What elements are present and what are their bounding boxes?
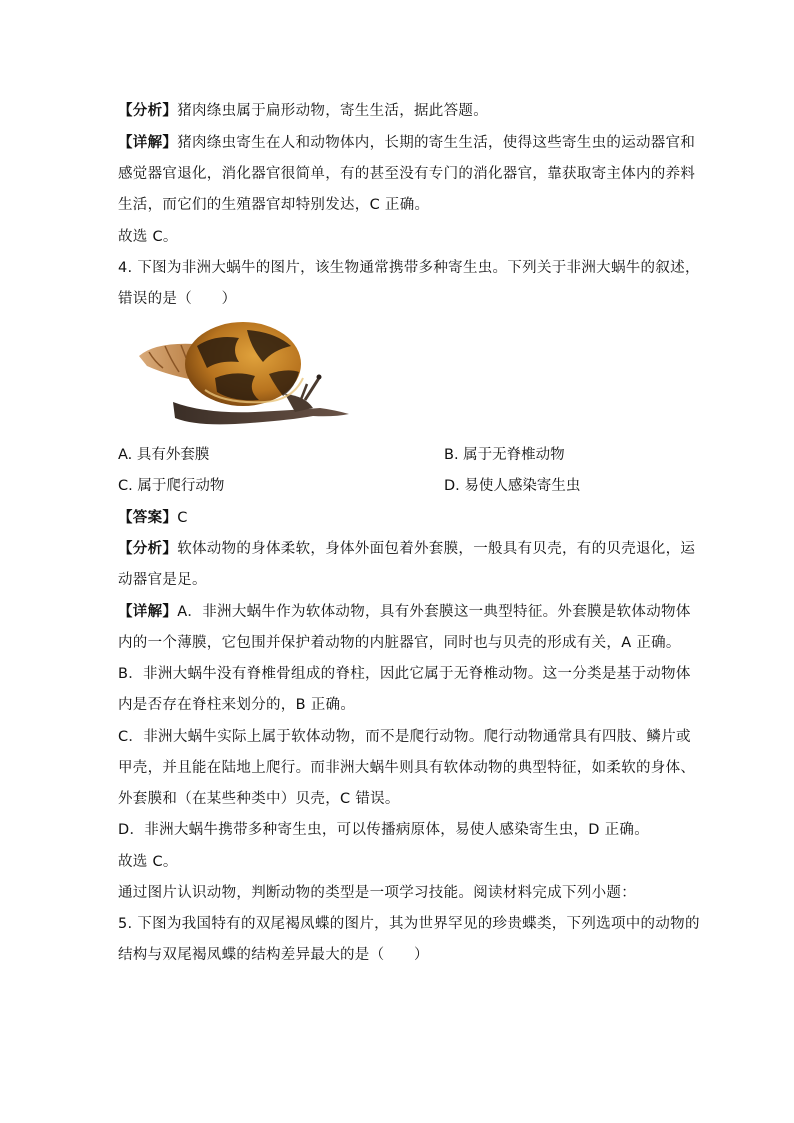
- analysis-text: 软体动物的身体柔软，身体外面包着外套膜，一般具有贝壳，有的贝壳退化，运: [177, 541, 696, 557]
- q4-detail-d-line-1: D．非洲大蜗牛携带多种寄生虫，可以传播病原体，易使人感染寄生虫，D 正确。: [118, 822, 650, 838]
- q4-detail-c-line-2: 甲壳，并且能在陆地上爬行。而非洲大蜗牛则具有软体动物的典型特征，如柔软的身体、: [118, 760, 696, 776]
- q4-detail-b-line-2: 内是否存在脊柱来划分的，B 正确。: [118, 697, 356, 713]
- q4-stem-line-1: 4. 下图为非洲大蜗牛的图片，该生物通常携带多种寄生虫。下列关于非洲大蜗牛的叙述，: [118, 260, 700, 276]
- detail-tag: 【详解】: [118, 604, 178, 620]
- q4-stem-line-2: 错误的是（ ）: [118, 291, 237, 307]
- analysis-text: 猪肉绦虫属于扁形动物，寄生生活，据此答题。: [177, 103, 489, 119]
- q4-choose-line: 故选 C。: [118, 854, 178, 870]
- q3-analysis-line: [118, 101, 488, 121]
- snail-image: [135, 316, 357, 436]
- q5-stem-line-2: 结构与双尾褐凤蝶的结构差异最大的是（ ）: [118, 947, 429, 963]
- q4-analysis-line-2: 动器官是足。: [118, 572, 207, 588]
- q4-detail-c-line-1: C．非洲大蜗牛实际上属于软体动物，而不是爬行动物。爬行动物通常具有四肢、鳞片或: [118, 729, 691, 745]
- option-a: A. 具有外套膜: [118, 447, 210, 463]
- q4-answer-line: [118, 508, 188, 528]
- q4-detail-b-line-1: B．非洲大蜗牛没有脊椎骨组成的脊柱，因此它属于无脊椎动物。这一分类是基于动物体: [118, 666, 691, 682]
- q3-detail-line-3: 生活，而它们的生殖器官却特别发达，C 正确。: [118, 197, 430, 213]
- option-d: D. 易使人感染寄生虫: [444, 478, 581, 494]
- option-b: B. 属于无脊椎动物: [444, 447, 565, 463]
- q3-choose-line: 故选 C。: [118, 229, 178, 245]
- answer-text: C: [177, 510, 188, 526]
- q3-detail-line-2: 感觉器官退化，消化器官很简单，有的甚至没有专门的消化器官，靠获取寄主体内的养料: [118, 166, 696, 182]
- detail-text: A．非洲大蜗牛作为软体动物，具有外套膜这一典型特征。外套膜是软体动物体: [177, 604, 691, 620]
- q4-analysis-line-1: [118, 539, 695, 559]
- intro-line: 通过图片认识动物，判断动物的类型是一项学习技能。阅读材料完成下列小题：: [118, 885, 636, 901]
- detail-text: 猪肉绦虫寄生在人和动物体内，长期的寄生生活，使得这些寄生虫的运动器官和: [177, 135, 696, 151]
- q4-detail-a-line-1: [118, 602, 691, 622]
- q4-detail-c-line-3: 外套膜和（在某些种类中）贝壳，C 错误。: [118, 791, 400, 807]
- analysis-tag: 【分析】: [118, 541, 178, 557]
- q4-detail-a-line-2: 内的一个薄膜，它包围并保护着动物的内脏器官，同时也与贝壳的形成有关，A 正确。: [118, 635, 681, 651]
- answer-tag: 【答案】: [118, 510, 178, 526]
- q3-detail-line-1: [118, 133, 695, 153]
- detail-tag: 【详解】: [118, 135, 178, 151]
- q5-stem-line-1: 5. 下图为我国特有的双尾褐凤蝶的图片，其为世界罕见的珍贵蝶类，下列选项中的动物的: [118, 916, 700, 932]
- analysis-tag: 【分析】: [118, 103, 178, 119]
- option-c: C. 属于爬行动物: [118, 478, 225, 494]
